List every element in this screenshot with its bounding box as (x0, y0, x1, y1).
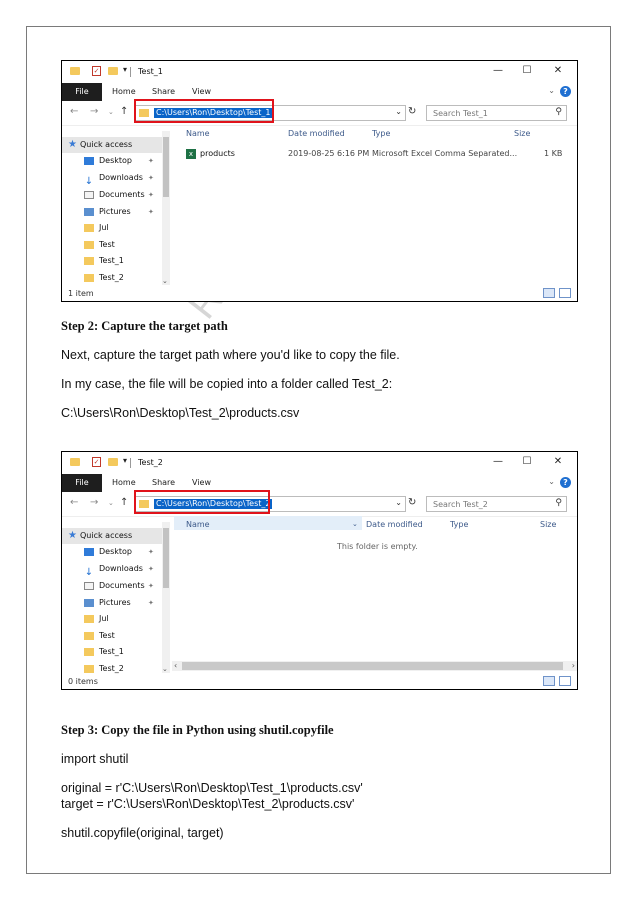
column-header-name[interactable]: Name (186, 129, 210, 138)
folder-icon (84, 241, 94, 249)
sidebar-item-label: Downloads (99, 173, 143, 182)
folder-icon (84, 274, 94, 282)
tab-view[interactable]: View (192, 478, 211, 487)
chevron-down-icon[interactable]: ⌄ (162, 277, 168, 285)
properties-icon[interactable]: ✓ (93, 458, 100, 466)
column-header-date[interactable]: Date modified (288, 129, 345, 138)
title-separator (130, 67, 131, 77)
pictures-icon (84, 599, 94, 607)
close-icon[interactable]: ✕ (553, 456, 563, 467)
sidebar-item-test-1[interactable] (84, 644, 124, 660)
large-icons-view-icon[interactable] (559, 676, 571, 686)
scrollbar-thumb[interactable] (163, 137, 169, 197)
tab-share[interactable]: Share (152, 87, 176, 96)
tab-file[interactable]: File (62, 474, 102, 492)
tab-file[interactable]: File (62, 83, 102, 101)
address-path[interactable]: C:\Users\Ron\Desktop\Test_1 (156, 108, 271, 117)
highlight-box (134, 99, 274, 123)
back-arrow-icon[interactable]: ← (70, 497, 79, 508)
code-target: target = r'C:\Users\Ron\Desktop\Test_2\products.csv' (61, 797, 355, 811)
ribbon-expand-icon[interactable]: ⌄ (548, 477, 555, 486)
chevron-left-icon[interactable]: ‹ (174, 661, 178, 670)
sidebar-item-jul[interactable] (84, 611, 109, 627)
tab-share[interactable]: Share (152, 478, 176, 487)
download-icon: ↓ (84, 566, 94, 578)
explorer-window-test1 (61, 60, 578, 302)
step2-line2: In my case, the file will be copied into a folder called Test_2: (61, 377, 393, 391)
refresh-icon[interactable]: ↻ (408, 106, 417, 117)
ribbon-expand-icon[interactable]: ⌄ (548, 86, 555, 95)
sidebar-item-documents[interactable] (84, 578, 154, 594)
desktop-icon (84, 157, 94, 165)
star-icon: ★ (68, 139, 77, 150)
sidebar-item-label: Pictures (99, 598, 131, 607)
search-placeholder: Search Test_1 (433, 109, 488, 118)
title-bar (62, 61, 577, 83)
new-folder-icon[interactable] (108, 67, 118, 75)
step2-heading: Step 2: Capture the target path (61, 319, 228, 333)
sidebar-item-label: Pictures (99, 207, 131, 216)
pin-icon: ✦ (148, 157, 154, 165)
sidebar-item-jul[interactable] (84, 220, 109, 236)
tab-home[interactable]: Home (112, 87, 136, 96)
title-separator (130, 458, 131, 468)
sidebar-item-quick-access[interactable] (62, 137, 162, 153)
sidebar-item-label: Quick access (80, 140, 133, 149)
horizontal-scrollbar[interactable] (172, 661, 577, 671)
folder-icon (84, 615, 94, 623)
folder-icon (84, 224, 94, 232)
refresh-icon[interactable]: ↻ (408, 497, 417, 508)
sidebar-item-label: Quick access (80, 531, 133, 540)
sidebar-item-documents[interactable] (84, 187, 154, 203)
sidebar-item-label: Test_2 (99, 664, 124, 673)
file-type: Microsoft Excel Comma Separated... (372, 149, 518, 158)
folder-icon (84, 648, 94, 656)
new-folder-icon[interactable] (108, 458, 118, 466)
up-arrow-icon[interactable]: ↑ (120, 497, 129, 508)
chevron-down-icon[interactable]: ⌄ (395, 107, 402, 116)
large-icons-view-icon[interactable] (559, 288, 571, 298)
details-view-icon[interactable] (543, 288, 555, 298)
recent-locations-icon[interactable]: ⌄ (108, 108, 114, 116)
status-item-count: 1 item (68, 289, 94, 298)
chevron-down-icon[interactable]: ⌄ (162, 665, 168, 673)
sidebar-item-label: Test_1 (99, 647, 124, 656)
sidebar-item-label: Test (99, 240, 115, 249)
star-icon: ★ (68, 530, 77, 541)
help-icon[interactable]: ? (560, 86, 571, 97)
sidebar-item-label: Documents (99, 581, 145, 590)
folder-icon (70, 458, 80, 466)
sidebar-item-pictures[interactable] (84, 595, 154, 611)
pin-icon: ✦ (148, 599, 154, 607)
folder-icon (84, 257, 94, 265)
sidebar-scrollbar[interactable] (162, 131, 170, 285)
file-date: 2019-08-25 6:16 PM (288, 149, 370, 158)
forward-arrow-icon[interactable]: → (90, 106, 99, 117)
sidebar-item-label: Jul (99, 614, 109, 623)
column-header-date[interactable]: Date modified (366, 520, 423, 529)
pin-icon: ✦ (148, 565, 154, 573)
step3-heading: Step 3: Copy the file in Python using shutil.copyfile (61, 723, 334, 737)
code-copyfile: shutil.copyfile(original, target) (61, 826, 224, 840)
file-size: 1 KB (544, 149, 563, 158)
pin-icon: ✦ (148, 191, 154, 199)
navigation-pane (62, 131, 172, 287)
pin-icon: ✦ (148, 208, 154, 216)
quick-access-toolbar-dropdown-icon[interactable]: ▾ (122, 456, 127, 465)
address-path[interactable]: C:\Users\Ron\Desktop\Test_2 (156, 499, 271, 508)
code-import: import shutil (61, 752, 129, 766)
search-input[interactable] (426, 496, 567, 512)
column-header-type[interactable]: Type (450, 520, 469, 529)
sidebar-item-label: Test_1 (99, 256, 124, 265)
pin-icon: ✦ (148, 582, 154, 590)
recent-locations-icon[interactable]: ⌄ (108, 499, 114, 507)
window-title: Test_1 (138, 67, 163, 76)
sidebar-item-test-1[interactable] (84, 253, 124, 269)
sidebar-item-quick-access[interactable] (62, 528, 162, 544)
maximize-icon[interactable]: ☐ (522, 456, 532, 467)
status-item-count: 0 items (68, 677, 98, 686)
quick-access-toolbar-dropdown-icon[interactable]: ▾ (122, 65, 127, 74)
title-bar (62, 452, 577, 474)
minimize-icon[interactable]: — (493, 65, 503, 76)
pin-icon: ✦ (148, 174, 154, 182)
sidebar-item-label: Desktop (99, 156, 132, 165)
help-icon[interactable]: ? (560, 477, 571, 488)
scrollbar-thumb[interactable] (182, 662, 563, 670)
sidebar-item-test[interactable] (84, 628, 115, 644)
column-header-size[interactable]: Size (514, 129, 531, 138)
search-placeholder: Search Test_2 (433, 500, 488, 509)
column-header-name[interactable]: Name (186, 520, 210, 529)
document-icon (84, 582, 94, 590)
sidebar-item-downloads[interactable] (84, 561, 154, 578)
highlight-box (134, 490, 270, 514)
desktop-icon (84, 548, 94, 556)
chevron-right-icon[interactable]: › (571, 661, 575, 670)
minimize-icon[interactable]: — (493, 456, 503, 467)
back-arrow-icon[interactable]: ← (70, 106, 79, 117)
search-input[interactable] (426, 105, 567, 121)
sidebar-item-test-2[interactable] (84, 270, 124, 286)
sidebar-item-pictures[interactable] (84, 204, 154, 220)
close-icon[interactable]: ✕ (553, 65, 563, 76)
file-name[interactable]: products (200, 149, 235, 158)
excel-csv-icon: x (186, 149, 196, 159)
column-header-size[interactable]: Size (540, 520, 557, 529)
folder-icon (70, 67, 80, 75)
maximize-icon[interactable]: ☐ (522, 65, 532, 76)
step2-path: C:\Users\Ron\Desktop\Test_2\products.csv (61, 406, 300, 420)
search-icon[interactable]: ⚲ (555, 498, 562, 508)
scrollbar-thumb[interactable] (163, 528, 169, 588)
pin-icon: ✦ (148, 548, 154, 556)
sidebar-scrollbar[interactable] (162, 522, 170, 673)
sidebar-item-label: Jul (99, 223, 109, 232)
pictures-icon (84, 208, 94, 216)
sort-chevron-icon[interactable]: ⌄ (352, 520, 358, 528)
folder-icon (84, 665, 94, 673)
sidebar-item-desktop[interactable] (84, 544, 154, 560)
sidebar-item-label: Documents (99, 190, 145, 199)
chevron-down-icon[interactable]: ⌄ (395, 498, 402, 507)
sidebar-item-desktop[interactable] (84, 153, 154, 169)
tab-home[interactable]: Home (112, 478, 136, 487)
search-icon[interactable]: ⚲ (555, 107, 562, 117)
code-original: original = r'C:\Users\Ron\Desktop\Test_1\products.csv' (61, 781, 363, 795)
properties-icon[interactable]: ✓ (93, 67, 100, 75)
sidebar-item-test[interactable] (84, 237, 115, 253)
sidebar-item-test-2[interactable] (84, 661, 124, 677)
document-icon (84, 191, 94, 199)
step2-line1: Next, capture the target path where you'd like to copy the file. (61, 348, 400, 362)
tab-view[interactable]: View (192, 87, 211, 96)
sidebar-item-label: Downloads (99, 564, 143, 573)
folder-icon (84, 632, 94, 640)
column-header-type[interactable]: Type (372, 129, 391, 138)
sidebar-item-label: Desktop (99, 547, 132, 556)
forward-arrow-icon[interactable]: → (90, 497, 99, 508)
empty-folder-message: This folder is empty. (337, 542, 418, 551)
sidebar-item-downloads[interactable] (84, 170, 154, 187)
download-icon: ↓ (84, 175, 94, 187)
window-title: Test_2 (138, 458, 163, 467)
sidebar-item-label: Test (99, 631, 115, 640)
sidebar-item-label: Test_2 (99, 273, 124, 282)
up-arrow-icon[interactable]: ↑ (120, 106, 129, 117)
navigation-pane (62, 522, 172, 675)
explorer-window-test2 (61, 451, 578, 690)
details-view-icon[interactable] (543, 676, 555, 686)
